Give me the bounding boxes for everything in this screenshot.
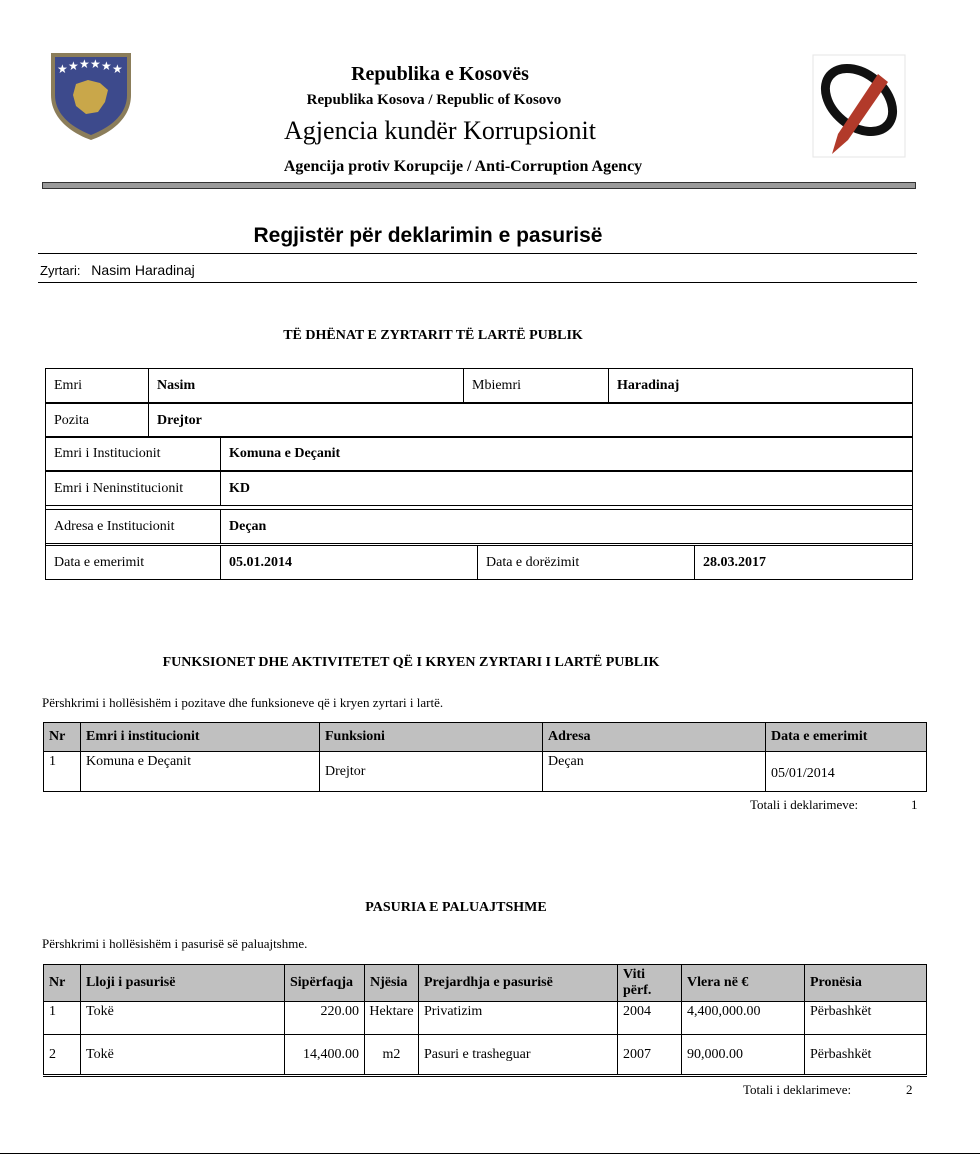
institution-label: Emri i Institucionit [46, 437, 221, 471]
subinstitution-value: KD [221, 472, 913, 506]
official-data-row-5 [45, 509, 913, 544]
svg-text:★: ★ [68, 59, 79, 73]
page-bottom-line [0, 1153, 980, 1154]
official-row [40, 262, 195, 278]
col-origin: Prejardhja e pasurisë [419, 965, 618, 1002]
document-title: Regjistër për deklarimin e pasurisë [253, 224, 603, 247]
property-table-header [44, 965, 927, 1002]
cell-property-type: Tokë [81, 1002, 285, 1035]
col-unit: Njësia [365, 965, 419, 1002]
title-line-top [38, 253, 917, 254]
section-property-title: PASURIA E PALUAJTSHME [365, 900, 547, 915]
cell-unit: Hektare [365, 1002, 419, 1035]
property-table-underline [43, 1076, 927, 1077]
cell-property-type: Tokë [81, 1035, 285, 1075]
svg-text:★: ★ [112, 62, 123, 76]
svg-text:★: ★ [79, 57, 90, 71]
col-nr: Nr [44, 723, 81, 752]
table-row [44, 1035, 927, 1075]
cell-area: 14,400.00 [285, 1035, 365, 1075]
cell-institution: Komuna e Deçanit [81, 752, 320, 792]
col-institution: Emri i institucionit [81, 723, 320, 752]
appointment-date-value: 05.01.2014 [221, 546, 478, 580]
functions-table [43, 722, 927, 792]
property-table [43, 964, 927, 1075]
title-line-bottom [38, 282, 917, 283]
official-data-row-4 [45, 471, 913, 506]
official-data-row-3 [45, 436, 913, 471]
address-value: Deçan [221, 510, 913, 544]
pozita-label: Pozita [46, 404, 149, 438]
col-function: Funksioni [320, 723, 543, 752]
official-data-row-6 [45, 545, 913, 580]
svg-text:★: ★ [90, 57, 101, 71]
table-row [44, 752, 927, 792]
cell-nr: 1 [44, 1002, 81, 1035]
pozita-value: Drejtor [149, 404, 913, 438]
agency-name-sq: Agjencia kundër Korrupsionit [284, 116, 596, 145]
functions-total-label: Totali i deklarimeve: [750, 797, 859, 812]
cell-function: Drejtor [320, 752, 543, 792]
cell-origin: Pasuri e trasheguar [419, 1035, 618, 1075]
agency-name-multi: Agencija protiv Korupcije / Anti-Corruption Agency [283, 158, 643, 175]
functions-description: Përshkrimi i hollësishëm i pozitave dhe funksioneve që i kryen zyrtari i lartë. [42, 695, 444, 710]
col-year: Viti përf. [618, 965, 682, 1002]
col-value: Vlera në € [682, 965, 805, 1002]
property-total-label: Totali i deklarimeve: [743, 1082, 852, 1097]
mbiemri-value: Haradinaj [609, 369, 913, 403]
cell-year: 2007 [618, 1035, 682, 1075]
svg-text:★: ★ [101, 59, 112, 73]
section-official-data-title: TË DHËNAT E ZYRTARIT TË LARTË PUBLIK [283, 328, 583, 343]
mbiemri-label: Mbiemri [464, 369, 609, 403]
submission-date-label: Data e dorëzimit [478, 546, 695, 580]
col-area: Sipërfaqja [285, 965, 365, 1002]
table-row [44, 1002, 927, 1035]
official-data-row-2 [45, 403, 913, 438]
cell-year: 2004 [618, 1002, 682, 1035]
submission-date-value: 28.03.2017 [695, 546, 913, 580]
col-appointment-date: Data e emerimit [766, 723, 927, 752]
country-name-sq: Republika e Kosovës [351, 63, 529, 85]
cell-area: 220.00 [285, 1002, 365, 1035]
col-address: Adresa [543, 723, 766, 752]
institution-value: Komuna e Deçanit [221, 437, 913, 471]
functions-total-value: 1 [911, 797, 918, 812]
emri-value: Nasim [149, 369, 464, 403]
section-functions-title: FUNKSIONET DHE AKTIVITETET QË I KRYEN ZYRTARI I LARTË PUBLIK [162, 655, 660, 670]
appointment-date-label: Data e emerimit [46, 546, 221, 580]
cell-ownership: Përbashkët [805, 1002, 927, 1035]
col-property-type: Lloji i pasurisë [81, 965, 285, 1002]
country-name-multi: Republika Kosova / Republic of Kosovo [306, 92, 562, 108]
cell-origin: Privatizim [419, 1002, 618, 1035]
address-label: Adresa e Institucionit [46, 510, 221, 544]
official-label: Zyrtari: [40, 263, 81, 278]
svg-text:★: ★ [57, 62, 68, 76]
cell-nr: 2 [44, 1035, 81, 1075]
cell-value: 90,000.00 [682, 1035, 805, 1075]
cell-unit: m2 [365, 1035, 419, 1075]
col-nr: Nr [44, 965, 81, 1002]
property-description: Përshkrimi i hollësishëm i pasurisë së paluajtshme. [42, 936, 308, 951]
cell-address: Deçan [543, 752, 766, 792]
cell-appointment-date: 05/01/2014 [766, 752, 927, 792]
cell-nr: 1 [44, 752, 81, 792]
functions-table-header [44, 723, 927, 752]
cell-value: 4,400,000.00 [682, 1002, 805, 1035]
header-divider [42, 182, 916, 189]
subinstitution-label: Emri i Neninstitucionit [46, 472, 221, 506]
col-ownership: Pronësia [805, 965, 927, 1002]
emri-label: Emri [46, 369, 149, 403]
property-total-value: 2 [906, 1082, 913, 1097]
cell-ownership: Përbashkët [805, 1035, 927, 1075]
official-data-row-1 [45, 368, 913, 403]
official-name: Nasim Haradinaj [91, 262, 195, 278]
